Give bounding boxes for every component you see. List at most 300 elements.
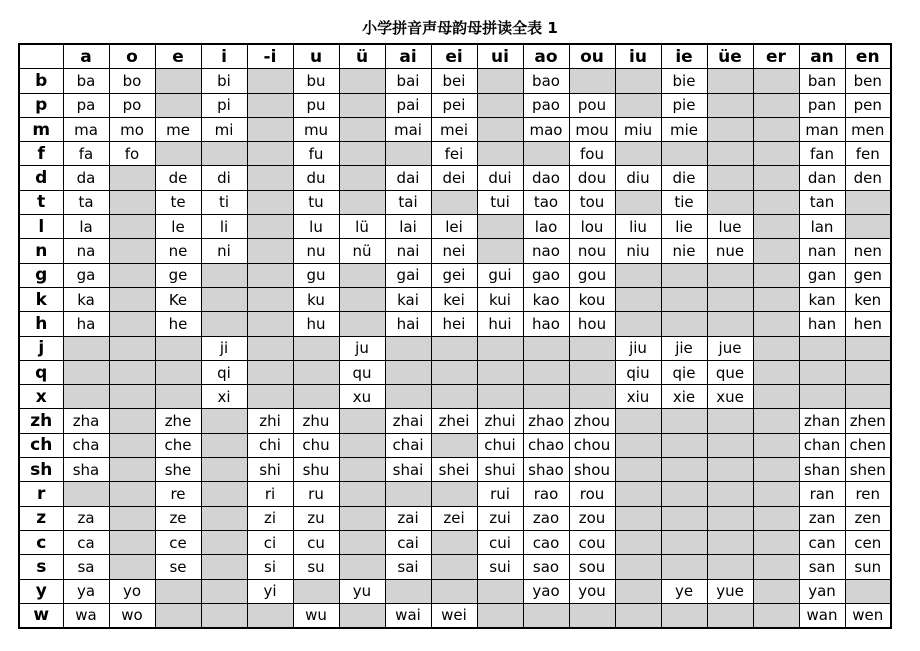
syllable-cell: shui — [477, 458, 523, 482]
syllable-cell: nue — [707, 239, 753, 263]
empty-cell — [247, 603, 293, 628]
initial-header: g — [19, 263, 63, 287]
syllable-cell: zan — [799, 506, 845, 530]
syllable-cell: zhen — [845, 409, 891, 433]
empty-cell — [339, 69, 385, 93]
syllable-cell: zen — [845, 506, 891, 530]
empty-cell — [477, 117, 523, 141]
empty-cell — [753, 506, 799, 530]
syllable-cell: bu — [293, 69, 339, 93]
empty-cell — [201, 287, 247, 311]
table-row — [19, 117, 891, 141]
syllable-cell: hao — [523, 312, 569, 336]
empty-cell — [109, 458, 155, 482]
empty-cell — [201, 433, 247, 457]
syllable-cell: pai — [385, 93, 431, 117]
syllable-cell: ba — [63, 69, 109, 93]
empty-cell — [615, 409, 661, 433]
final-header: ou — [569, 44, 615, 69]
empty-cell — [477, 142, 523, 166]
syllable-cell: nen — [845, 239, 891, 263]
table-row — [19, 215, 891, 239]
initial-header: t — [19, 190, 63, 214]
empty-cell — [615, 433, 661, 457]
syllable-cell: pie — [661, 93, 707, 117]
empty-cell — [523, 336, 569, 360]
syllable-cell: miu — [615, 117, 661, 141]
syllable-cell: ta — [63, 190, 109, 214]
table-row — [19, 93, 891, 117]
syllable-cell: Ke — [155, 287, 201, 311]
syllable-cell: ka — [63, 287, 109, 311]
empty-cell — [385, 336, 431, 360]
syllable-cell: pan — [799, 93, 845, 117]
empty-cell — [477, 603, 523, 628]
empty-cell — [201, 409, 247, 433]
syllable-cell: cai — [385, 530, 431, 554]
empty-cell — [155, 579, 201, 603]
syllable-cell: ku — [293, 287, 339, 311]
empty-cell — [707, 312, 753, 336]
empty-cell — [753, 336, 799, 360]
syllable-cell: sao — [523, 555, 569, 579]
syllable-cell: nü — [339, 239, 385, 263]
syllable-cell: ya — [63, 579, 109, 603]
empty-cell — [753, 458, 799, 482]
table-row — [19, 458, 891, 482]
empty-cell — [753, 263, 799, 287]
empty-cell — [339, 555, 385, 579]
syllable-cell: pu — [293, 93, 339, 117]
empty-cell — [661, 142, 707, 166]
syllable-cell: ni — [201, 239, 247, 263]
empty-cell — [523, 603, 569, 628]
empty-cell — [109, 530, 155, 554]
empty-cell — [523, 360, 569, 384]
empty-cell — [109, 190, 155, 214]
empty-cell — [569, 360, 615, 384]
empty-cell — [339, 166, 385, 190]
empty-cell — [753, 142, 799, 166]
syllable-cell: la — [63, 215, 109, 239]
table-row — [19, 433, 891, 457]
empty-cell — [845, 385, 891, 409]
empty-cell — [753, 433, 799, 457]
syllable-cell: nei — [431, 239, 477, 263]
syllable-cell: lue — [707, 215, 753, 239]
syllable-cell: ben — [845, 69, 891, 93]
empty-cell — [753, 215, 799, 239]
empty-cell — [339, 190, 385, 214]
syllable-cell: dui — [477, 166, 523, 190]
syllable-cell: qi — [201, 360, 247, 384]
empty-cell — [201, 506, 247, 530]
syllable-cell: xie — [661, 385, 707, 409]
empty-cell — [661, 433, 707, 457]
empty-cell — [385, 482, 431, 506]
empty-cell — [201, 263, 247, 287]
final-header: ui — [477, 44, 523, 69]
syllable-cell: qiu — [615, 360, 661, 384]
syllable-cell: ge — [155, 263, 201, 287]
empty-cell — [707, 603, 753, 628]
syllable-cell: hu — [293, 312, 339, 336]
initial-header: k — [19, 287, 63, 311]
empty-cell — [201, 603, 247, 628]
syllable-cell: jue — [707, 336, 753, 360]
syllable-cell: xiu — [615, 385, 661, 409]
empty-cell — [661, 603, 707, 628]
syllable-cell: cui — [477, 530, 523, 554]
empty-cell — [247, 263, 293, 287]
empty-cell — [385, 385, 431, 409]
empty-cell — [109, 385, 155, 409]
empty-cell — [385, 579, 431, 603]
syllable-cell: chui — [477, 433, 523, 457]
empty-cell — [339, 458, 385, 482]
empty-cell — [155, 385, 201, 409]
empty-cell — [201, 312, 247, 336]
syllable-cell: ti — [201, 190, 247, 214]
syllable-cell: tao — [523, 190, 569, 214]
final-header: iu — [615, 44, 661, 69]
empty-cell — [477, 69, 523, 93]
empty-cell — [661, 506, 707, 530]
empty-cell — [63, 482, 109, 506]
empty-cell — [477, 215, 523, 239]
empty-cell — [109, 409, 155, 433]
syllable-cell: hou — [569, 312, 615, 336]
syllable-cell: na — [63, 239, 109, 263]
syllable-cell: sa — [63, 555, 109, 579]
syllable-cell: sha — [63, 458, 109, 482]
empty-cell — [477, 579, 523, 603]
empty-cell — [707, 409, 753, 433]
initial-header: h — [19, 312, 63, 336]
initial-header: s — [19, 555, 63, 579]
syllable-cell: ce — [155, 530, 201, 554]
initial-header: x — [19, 385, 63, 409]
empty-cell — [247, 336, 293, 360]
syllable-cell: yue — [707, 579, 753, 603]
syllable-cell: zhe — [155, 409, 201, 433]
syllable-cell: shi — [247, 458, 293, 482]
empty-cell — [247, 166, 293, 190]
empty-cell — [109, 482, 155, 506]
syllable-cell: lou — [569, 215, 615, 239]
syllable-cell: pou — [569, 93, 615, 117]
syllable-cell: zhei — [431, 409, 477, 433]
syllable-cell: cu — [293, 530, 339, 554]
initial-header: r — [19, 482, 63, 506]
syllable-cell: wen — [845, 603, 891, 628]
syllable-cell: li — [201, 215, 247, 239]
empty-cell — [707, 530, 753, 554]
empty-cell — [707, 142, 753, 166]
syllable-cell: ci — [247, 530, 293, 554]
empty-cell — [707, 263, 753, 287]
empty-cell — [109, 312, 155, 336]
syllable-cell: lai — [385, 215, 431, 239]
syllable-cell: nu — [293, 239, 339, 263]
empty-cell — [753, 239, 799, 263]
table-row — [19, 409, 891, 433]
table-row — [19, 603, 891, 628]
initial-header: b — [19, 69, 63, 93]
page-title: 小学拼音声母韵母拼读全表 1 — [362, 19, 558, 37]
empty-cell — [201, 579, 247, 603]
empty-cell — [247, 312, 293, 336]
empty-cell — [707, 433, 753, 457]
empty-cell — [109, 336, 155, 360]
empty-cell — [615, 190, 661, 214]
table-body — [19, 69, 891, 628]
syllable-cell: tu — [293, 190, 339, 214]
syllable-cell: wan — [799, 603, 845, 628]
syllable-cell: tai — [385, 190, 431, 214]
syllable-cell: ca — [63, 530, 109, 554]
syllable-cell: sou — [569, 555, 615, 579]
empty-cell — [339, 530, 385, 554]
final-header: er — [753, 44, 799, 69]
syllable-cell: shei — [431, 458, 477, 482]
syllable-cell: she — [155, 458, 201, 482]
syllable-cell: wu — [293, 603, 339, 628]
syllable-cell: nai — [385, 239, 431, 263]
syllable-cell: bi — [201, 69, 247, 93]
empty-cell — [201, 482, 247, 506]
empty-cell — [339, 142, 385, 166]
syllable-cell: kou — [569, 287, 615, 311]
syllable-cell: da — [63, 166, 109, 190]
syllable-cell: ze — [155, 506, 201, 530]
empty-cell — [753, 287, 799, 311]
empty-cell — [247, 117, 293, 141]
empty-cell — [615, 603, 661, 628]
empty-cell — [431, 482, 477, 506]
empty-cell — [385, 360, 431, 384]
syllable-cell: zei — [431, 506, 477, 530]
syllable-cell: gu — [293, 263, 339, 287]
syllable-cell: zha — [63, 409, 109, 433]
syllable-cell: zhu — [293, 409, 339, 433]
initial-header: n — [19, 239, 63, 263]
syllable-cell: mei — [431, 117, 477, 141]
syllable-cell: zhai — [385, 409, 431, 433]
empty-cell — [753, 482, 799, 506]
syllable-cell: po — [109, 93, 155, 117]
empty-cell — [109, 215, 155, 239]
syllable-cell: mi — [201, 117, 247, 141]
syllable-cell: de — [155, 166, 201, 190]
syllable-cell: chou — [569, 433, 615, 457]
empty-cell — [339, 287, 385, 311]
syllable-cell: niu — [615, 239, 661, 263]
syllable-cell: di — [201, 166, 247, 190]
syllable-cell: rui — [477, 482, 523, 506]
final-header: ü — [339, 44, 385, 69]
table-row — [19, 69, 891, 93]
empty-cell — [109, 555, 155, 579]
syllable-cell: zi — [247, 506, 293, 530]
syllable-cell: zhi — [247, 409, 293, 433]
empty-cell — [339, 603, 385, 628]
empty-cell — [707, 482, 753, 506]
syllable-cell: cou — [569, 530, 615, 554]
empty-cell — [845, 579, 891, 603]
syllable-cell: dai — [385, 166, 431, 190]
empty-cell — [661, 312, 707, 336]
initial-header: d — [19, 166, 63, 190]
syllable-cell: ran — [799, 482, 845, 506]
pinyin-table — [18, 43, 892, 629]
syllable-cell: die — [661, 166, 707, 190]
empty-cell — [753, 603, 799, 628]
syllable-cell: kan — [799, 287, 845, 311]
syllable-cell: ru — [293, 482, 339, 506]
syllable-cell: chu — [293, 433, 339, 457]
initial-header: m — [19, 117, 63, 141]
table-row — [19, 142, 891, 166]
table-row — [19, 360, 891, 384]
syllable-cell: mou — [569, 117, 615, 141]
initial-header: sh — [19, 458, 63, 482]
syllable-cell: shou — [569, 458, 615, 482]
empty-cell — [753, 117, 799, 141]
empty-cell — [155, 603, 201, 628]
syllable-cell: ha — [63, 312, 109, 336]
final-header: i — [201, 44, 247, 69]
empty-cell — [845, 190, 891, 214]
final-header: ie — [661, 44, 707, 69]
syllable-cell: zao — [523, 506, 569, 530]
empty-cell — [615, 142, 661, 166]
empty-cell — [707, 555, 753, 579]
syllable-cell: nao — [523, 239, 569, 263]
syllable-cell: si — [247, 555, 293, 579]
syllable-cell: yo — [109, 579, 155, 603]
initial-header: q — [19, 360, 63, 384]
syllable-cell: ren — [845, 482, 891, 506]
empty-cell — [247, 360, 293, 384]
initial-header: w — [19, 603, 63, 628]
syllable-cell: yu — [339, 579, 385, 603]
syllable-cell: san — [799, 555, 845, 579]
syllable-cell: zou — [569, 506, 615, 530]
table-row — [19, 336, 891, 360]
empty-cell — [707, 287, 753, 311]
table-row — [19, 530, 891, 554]
empty-cell — [707, 166, 753, 190]
initial-header: zh — [19, 409, 63, 433]
table-row — [19, 312, 891, 336]
empty-cell — [477, 360, 523, 384]
empty-cell — [799, 336, 845, 360]
final-header: ai — [385, 44, 431, 69]
table-row — [19, 263, 891, 287]
table-row — [19, 482, 891, 506]
syllable-cell: diu — [615, 166, 661, 190]
empty-cell — [431, 579, 477, 603]
empty-cell — [201, 530, 247, 554]
syllable-cell: can — [799, 530, 845, 554]
empty-cell — [339, 312, 385, 336]
syllable-cell: wa — [63, 603, 109, 628]
empty-cell — [615, 312, 661, 336]
empty-cell — [615, 506, 661, 530]
final-header: ao — [523, 44, 569, 69]
final-header: üe — [707, 44, 753, 69]
syllable-cell: xue — [707, 385, 753, 409]
syllable-cell: bao — [523, 69, 569, 93]
syllable-cell: shan — [799, 458, 845, 482]
syllable-cell: gen — [845, 263, 891, 287]
syllable-cell: cao — [523, 530, 569, 554]
syllable-cell: tui — [477, 190, 523, 214]
syllable-cell: kao — [523, 287, 569, 311]
empty-cell — [247, 215, 293, 239]
syllable-cell: su — [293, 555, 339, 579]
syllable-cell: you — [569, 579, 615, 603]
empty-cell — [431, 385, 477, 409]
empty-cell — [569, 336, 615, 360]
empty-cell — [523, 142, 569, 166]
syllable-cell: zhan — [799, 409, 845, 433]
syllable-cell: shai — [385, 458, 431, 482]
empty-cell — [201, 142, 247, 166]
final-header: a — [63, 44, 109, 69]
syllable-cell: mie — [661, 117, 707, 141]
syllable-cell: kai — [385, 287, 431, 311]
syllable-cell: fei — [431, 142, 477, 166]
syllable-cell: hai — [385, 312, 431, 336]
empty-cell — [615, 555, 661, 579]
empty-cell — [431, 336, 477, 360]
empty-cell — [799, 385, 845, 409]
syllable-cell: du — [293, 166, 339, 190]
empty-cell — [109, 506, 155, 530]
table-row — [19, 579, 891, 603]
empty-cell — [339, 263, 385, 287]
syllable-cell: gui — [477, 263, 523, 287]
initial-header: z — [19, 506, 63, 530]
syllable-cell: jiu — [615, 336, 661, 360]
syllable-cell: me — [155, 117, 201, 141]
empty-cell — [707, 190, 753, 214]
empty-cell — [155, 336, 201, 360]
empty-cell — [845, 215, 891, 239]
syllable-cell: gei — [431, 263, 477, 287]
syllable-cell: za — [63, 506, 109, 530]
syllable-cell: ji — [201, 336, 247, 360]
syllable-cell: yan — [799, 579, 845, 603]
table-row — [19, 555, 891, 579]
syllable-cell: dou — [569, 166, 615, 190]
syllable-cell: tou — [569, 190, 615, 214]
final-header: ei — [431, 44, 477, 69]
syllable-cell: pen — [845, 93, 891, 117]
empty-cell — [707, 117, 753, 141]
empty-cell — [339, 117, 385, 141]
syllable-cell: fu — [293, 142, 339, 166]
table-row — [19, 190, 891, 214]
empty-cell — [569, 69, 615, 93]
syllable-cell: nou — [569, 239, 615, 263]
final-header: e — [155, 44, 201, 69]
empty-cell — [707, 93, 753, 117]
syllable-cell: chai — [385, 433, 431, 457]
table-row — [19, 166, 891, 190]
